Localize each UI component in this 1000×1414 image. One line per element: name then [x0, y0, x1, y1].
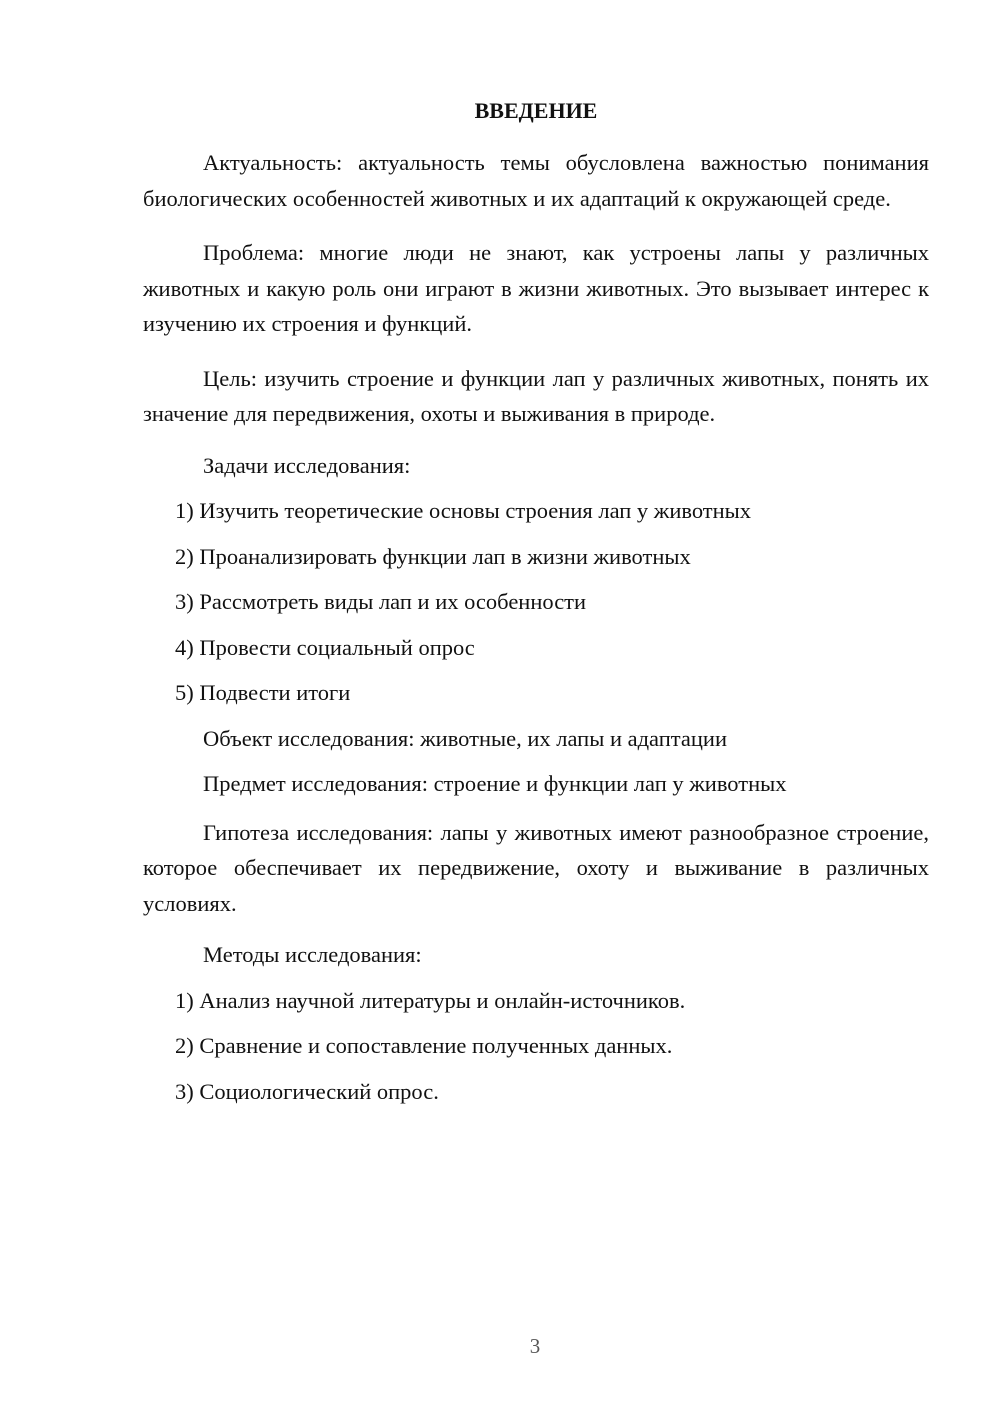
- object-line: Объект исследования: животные, их лапы и адаптации: [203, 725, 728, 751]
- hypothesis-paragraph: Гипотеза исследования: лапы у животных имеют разнообразное строение, которое обеспечивает их передвижение, охоту и выживание в различных условиях.: [143, 819, 929, 916]
- subject-line: Предмет исследования: строение и функции лап у животных: [203, 771, 787, 796]
- methods-heading: Методы исследования:: [203, 942, 422, 967]
- problem-paragraph: Проблема: многие люди не знают, как устроены лапы у различных животных и какую роль они играют в жизни животных. Это вызывает интерес к изучению их строения и функций.: [143, 240, 929, 336]
- relevance-paragraph: Актуальность: актуальность темы обусловлена важностью понимания биологических особенностей животных и их адаптаций к окружающей среде.: [143, 150, 929, 211]
- list-item: 2) Проанализировать функции лап в жизни животных: [175, 543, 691, 569]
- list-item: 2) Сравнение и сопоставление полученных данных.: [175, 1033, 673, 1058]
- list-item: 3) Социологический опрос.: [175, 1078, 439, 1104]
- page-number: 3: [529, 1334, 541, 1358]
- goal-paragraph: Цель: изучить строение и функции лап у различных животных, понять их значение для передвижения, охоты и выживания в природе.: [143, 365, 929, 426]
- section-title: ВВЕДЕНИЕ: [474, 98, 598, 123]
- list-item: 4) Провести социальный опрос: [175, 634, 475, 660]
- tasks-heading: Задачи исследования:: [203, 452, 411, 478]
- page-content: [143, 96, 929, 1122]
- list-item: 1) Изучить теоретические основы строения лап у животных: [175, 498, 752, 523]
- tasks-list: [143, 496, 929, 708]
- list-item: 5) Подвести итоги: [175, 680, 351, 705]
- list-item: 3) Рассмотреть виды лап и их особенности: [175, 589, 587, 614]
- methods-list: [143, 986, 929, 1107]
- list-item: 1) Анализ научной литературы и онлайн-источников.: [175, 987, 686, 1013]
